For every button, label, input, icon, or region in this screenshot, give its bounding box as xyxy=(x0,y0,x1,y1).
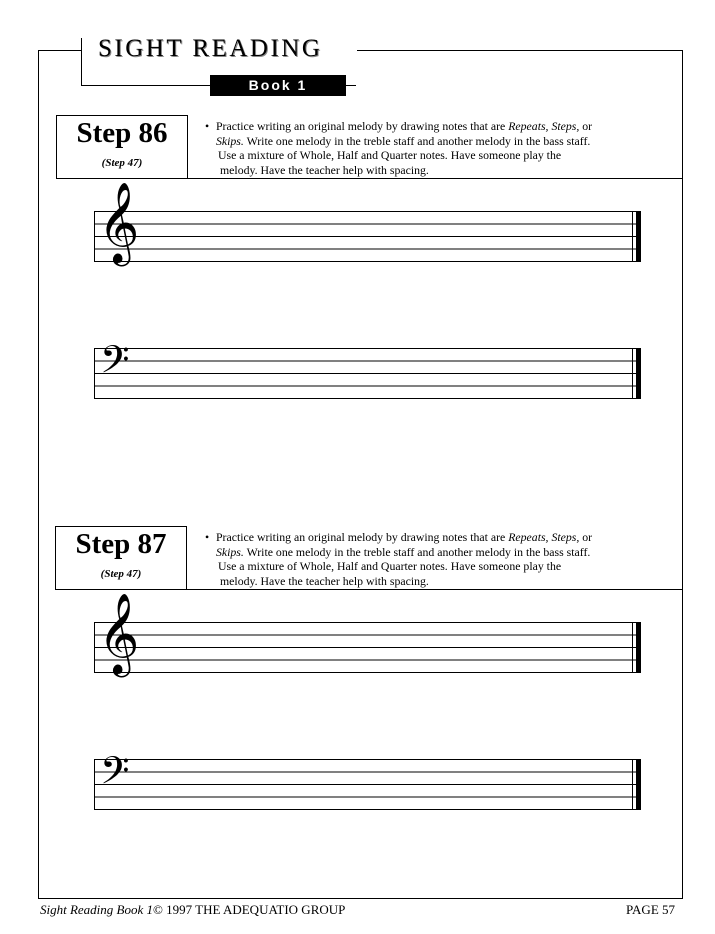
page-frame-top-left xyxy=(38,50,81,51)
instruction-line-4: melody. Have the teacher help with spacing. xyxy=(220,573,429,588)
instruction-emphasis: Repeats, Steps, xyxy=(508,530,580,544)
bass-clef-icon: 𝄢 xyxy=(100,748,130,802)
step-title: Step 87 xyxy=(75,528,167,560)
step-87-instructions xyxy=(205,530,593,588)
step-86-box xyxy=(56,115,188,179)
instruction-text: or xyxy=(579,530,593,544)
page-number: PAGE 57 xyxy=(626,902,676,917)
page-frame-top-right xyxy=(357,50,683,51)
instruction-emphasis: Repeats, Steps, xyxy=(508,119,580,133)
instruction-text: Practice writing an original melody by drawing notes that are xyxy=(216,119,509,133)
footer-copyright xyxy=(40,902,345,918)
bass-staff[interactable] xyxy=(94,348,642,400)
instruction-text: Write one melody in the treble staff and another melody in the bass staff. xyxy=(243,133,591,148)
footer-book-title: Sight Reading Book 1 xyxy=(40,902,154,917)
instruction-line-2 xyxy=(216,545,592,560)
instruction-text: Practice writing an original melody by drawing notes that are xyxy=(216,530,509,544)
treble-clef-icon: 𝄞 xyxy=(98,181,140,263)
step-subtitle: (Step 47) xyxy=(100,568,142,580)
bullet: • xyxy=(205,119,210,133)
step-87-box xyxy=(55,526,187,590)
instruction-line-1 xyxy=(216,119,592,134)
footer-copyright-text: © 1997 THE ADEQUATIO GROUP xyxy=(153,902,346,917)
treble-clef-icon: 𝄞 xyxy=(98,592,140,674)
instruction-line-4: melody. Have the teacher help with spacing. xyxy=(220,162,429,177)
instruction-line-3: Use a mixture of Whole, Half and Quarter notes. Have someone play the xyxy=(218,148,562,163)
page-frame-left xyxy=(38,50,39,899)
instruction-emphasis: Skips. xyxy=(216,133,244,148)
instruction-emphasis: Skips. xyxy=(216,544,244,559)
page-title: SIGHT READING xyxy=(98,35,323,62)
step-title: Step 86 xyxy=(76,117,168,149)
instruction-text: Write one melody in the treble staff and another melody in the bass staff. xyxy=(243,544,591,559)
step-87-rule xyxy=(187,589,683,590)
bullet: • xyxy=(205,530,210,544)
step-subtitle: (Step 47) xyxy=(101,157,143,169)
bass-staff[interactable] xyxy=(94,759,642,811)
step-86-instructions xyxy=(205,119,593,177)
treble-staff[interactable] xyxy=(94,622,642,674)
bass-clef-icon: 𝄢 xyxy=(100,337,130,391)
page-frame-bottom xyxy=(38,898,683,899)
instruction-line-1 xyxy=(216,530,592,545)
book-badge: Book 1 xyxy=(210,75,346,96)
treble-staff[interactable] xyxy=(94,211,642,263)
instruction-line-2 xyxy=(216,134,592,149)
instruction-text: or xyxy=(579,119,593,133)
instruction-line-3: Use a mixture of Whole, Half and Quarter notes. Have someone play the xyxy=(218,559,562,574)
step-86-rule xyxy=(188,178,683,179)
